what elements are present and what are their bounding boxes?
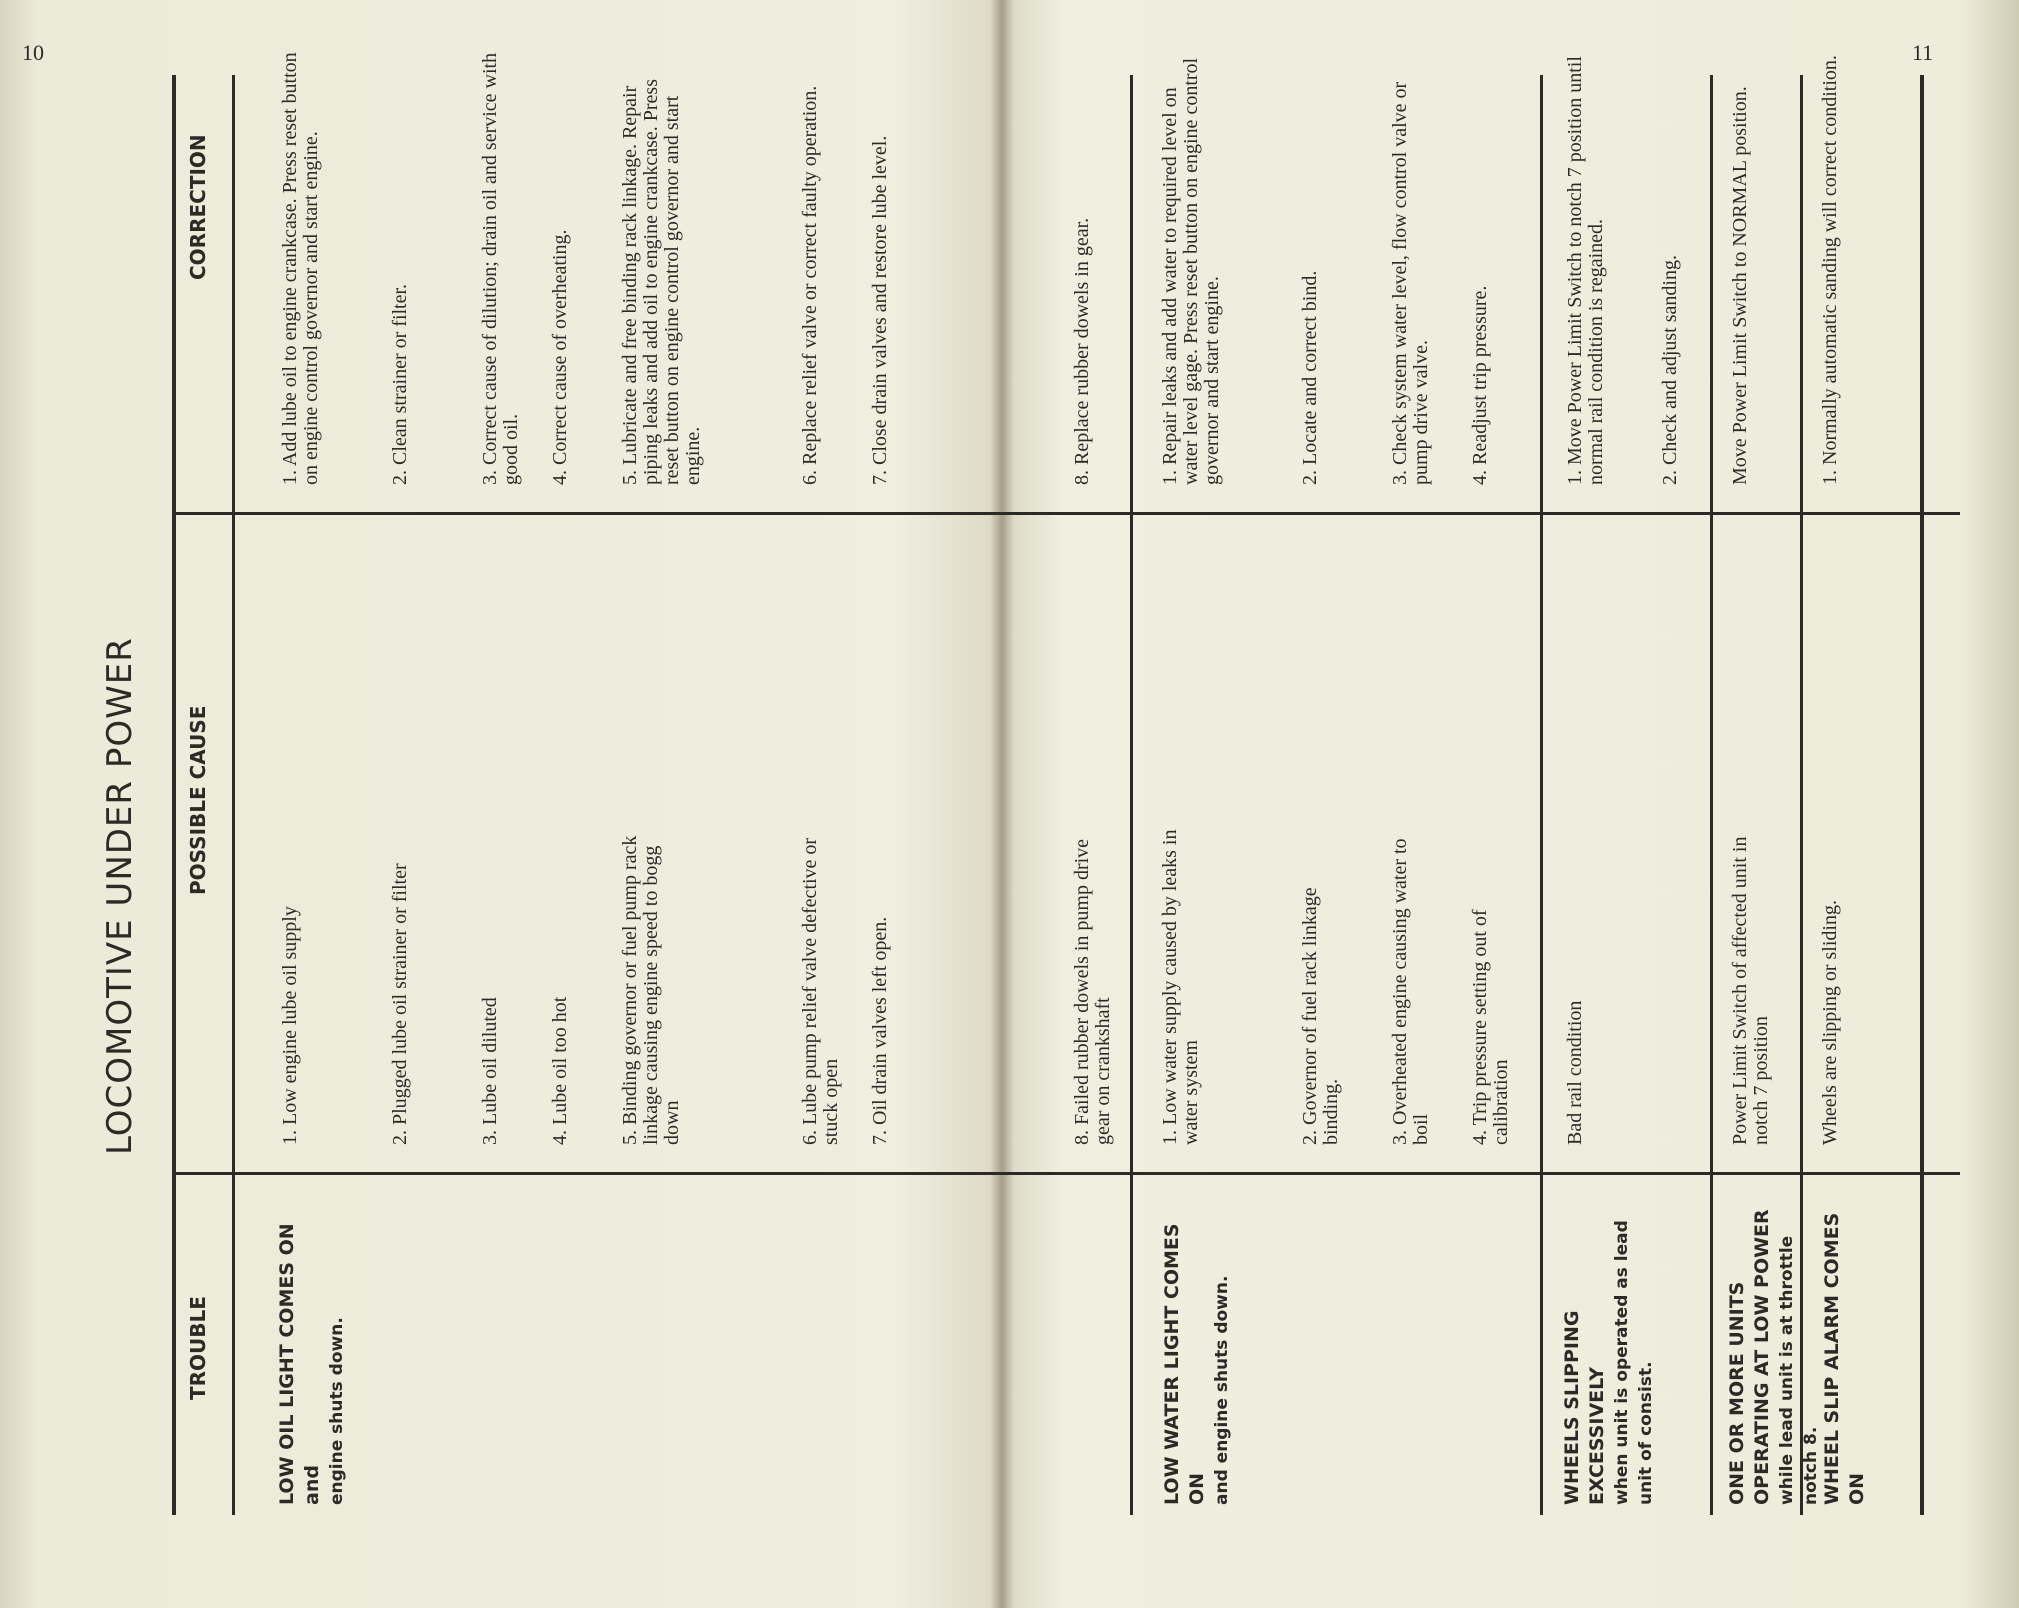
- header-correction: CORRECTION: [186, 134, 210, 280]
- cause-item: Bad rail condition: [1564, 1000, 1586, 1145]
- trouble-lead: WHEEL SLIP ALARM COMES ON: [1821, 1212, 1868, 1505]
- correction-item: Move Power Limit Switch to NORMAL position.: [1729, 86, 1751, 485]
- header-possible-cause: POSSIBLE CAUSE: [186, 705, 210, 895]
- column-divider: [172, 1172, 1092, 1175]
- column-divider: [172, 512, 1092, 515]
- correction-item: 1. Normally automatic sanding will correct condition.: [1819, 55, 1841, 485]
- correction-item: 3. Correct cause of dilution; drain oil and service with good oil.: [479, 52, 522, 485]
- cause-item: 7. Oil drain valves left open.: [869, 916, 891, 1145]
- cause-item: 5. Binding governor or fuel pump rack linkage causing engine speed to bogg down: [619, 835, 683, 1145]
- correction-item: 2. Locate and correct bind.: [1299, 270, 1321, 485]
- row-rule: [1540, 75, 1543, 1515]
- correction-item: 1. Move Power Limit Switch to notch 7 position until normal rail condition is regained.: [1564, 56, 1607, 485]
- cause-item: 4. Lube oil too hot: [549, 996, 571, 1145]
- correction-item: 6. Replace relief valve or correct faulty operation.: [799, 85, 821, 485]
- correction-item: 2. Clean strainer or filter.: [389, 283, 411, 485]
- trouble-lead: LOW OIL LIGHT COMES ON and: [276, 1223, 323, 1505]
- cause-item: 6. Lube pump relief valve defective or stuck open: [799, 837, 842, 1145]
- correction-item: 1. Add lube oil to engine crankcase. Press reset button on engine control governor and start engine.: [279, 52, 322, 485]
- trouble-low-water: [1160, 1205, 1234, 1505]
- row-rule: [1130, 75, 1133, 1515]
- correction-item: 7. Close drain valves and restore lube level.: [869, 135, 891, 485]
- trouble-wheel-slip-alarm: [1820, 1205, 1870, 1505]
- trouble-low-power: [1725, 1205, 1823, 1505]
- correction-item: 4. Readjust trip pressure.: [1469, 285, 1491, 485]
- correction-item: 4. Correct cause of overheating.: [549, 229, 571, 485]
- cause-item: 3. Overheated engine causing water to boil: [1389, 838, 1432, 1145]
- correction-item: 5. Lubricate and free binding rack linkage. Repair piping leaks and add oil to engine crankcase. Press reset button on engine control governor and start engine.: [619, 79, 704, 485]
- trouble-rest: engine shuts down.: [327, 1317, 347, 1505]
- trouble-rest: while lead unit is at throttle notch 8.: [1777, 1235, 1821, 1505]
- page-number-right: 11: [1912, 40, 1934, 65]
- correction-item: 1. Repair leaks and add water to required level on water level gage. Press reset button on engine control governor and start engine.: [1159, 57, 1223, 485]
- trouble-rest: when unit is operated as lead unit of consist.: [1612, 1220, 1656, 1505]
- correction-item: 3. Check system water level, flow control valve or pump drive valve.: [1389, 81, 1432, 485]
- header-trouble: TROUBLE: [186, 1296, 210, 1400]
- cause-item: 2. Governor of fuel rack linkage binding.: [1299, 887, 1342, 1145]
- trouble-wheels-slipping: [1560, 1205, 1658, 1505]
- cause-item: Power Limit Switch of affected unit in notch 7 position: [1729, 836, 1772, 1145]
- trouble-rest: and engine shuts down.: [1212, 1275, 1232, 1505]
- cause-item: 8. Failed rubber dowels in pump drive gear on crankshaft: [1071, 838, 1114, 1145]
- cause-item: 1. Low water supply caused by leaks in water system: [1159, 829, 1202, 1145]
- trouble-lead: ONE OR MORE UNITS OPERATING AT LOW POWER: [1726, 1209, 1773, 1505]
- column-divider: [1040, 1172, 1960, 1175]
- cause-item: 1. Low engine lube oil supply: [279, 906, 301, 1145]
- cause-item: 4. Trip pressure setting out of calibration: [1469, 909, 1512, 1145]
- right-page-table: [1020, 35, 2019, 1535]
- correction-item: 2. Check and adjust sanding.: [1659, 255, 1681, 485]
- cause-item: Wheels are slipping or sliding.: [1819, 900, 1841, 1145]
- trouble-low-oil: [275, 1205, 349, 1505]
- page-title: LOCOMOTIVE UNDER POWER: [100, 637, 140, 1155]
- top-rule: [172, 75, 176, 1515]
- column-divider: [1040, 512, 1960, 515]
- bottom-rule: [1920, 75, 1924, 1515]
- header-rule: [232, 75, 235, 1515]
- cause-item: 2. Plugged lube oil strainer or filter: [389, 863, 411, 1145]
- correction-item: 8. Replace rubber dowels in gear.: [1071, 217, 1093, 485]
- row-rule: [1710, 75, 1713, 1515]
- page-number-left: 10: [22, 40, 44, 65]
- trouble-lead: LOW WATER LIGHT COMES ON: [1161, 1223, 1208, 1505]
- cause-item: 3. Lube oil diluted: [479, 997, 501, 1145]
- trouble-lead: WHEELS SLIPPING EXCESSIVELY: [1561, 1310, 1608, 1505]
